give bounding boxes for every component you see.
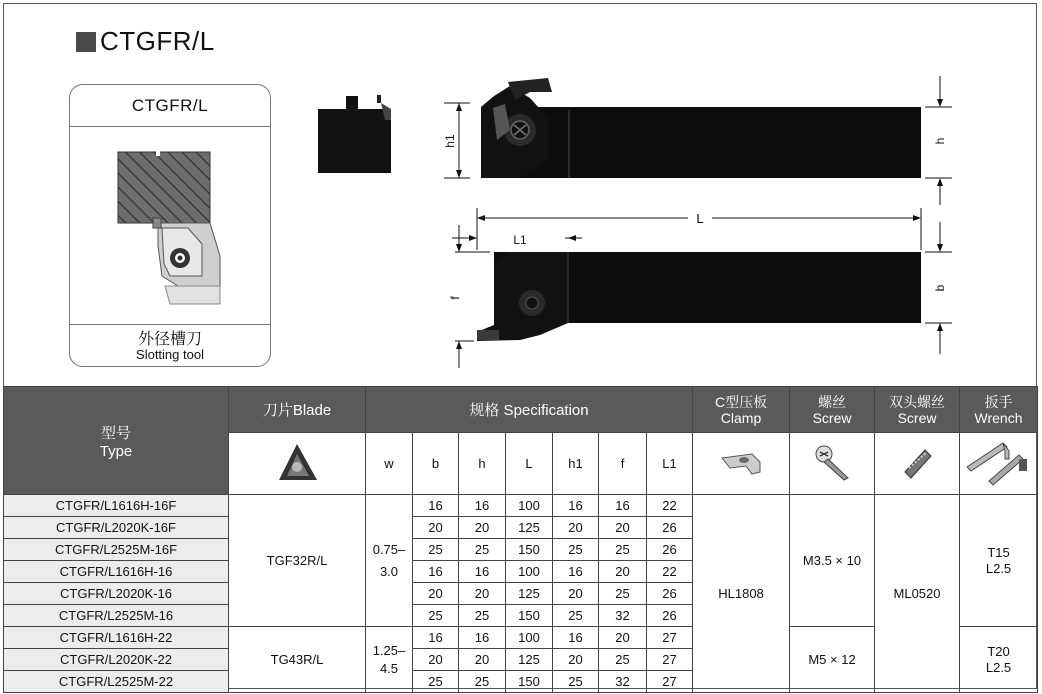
h1-cell: 20 [553,649,599,671]
L-cell: 150 [506,671,553,693]
spec-header: 规格 Specification [366,387,693,433]
double-screw-cell: ML0520 [875,495,960,693]
type-cell: CTGFR/L1616H-16F [4,495,229,517]
col-L: L [506,433,553,495]
type-cell: CTGFR/L2020K-16 [4,583,229,605]
screw-image-cell [790,433,875,495]
b-cell: 20 [413,517,459,539]
side-view-drawing [477,252,921,341]
f-cell: 20 [599,627,647,649]
type-cell: CTGFR/L2020K-22 [4,649,229,671]
L1-cell: 22 [647,561,693,583]
w-cell: 1.25– 4.5 [366,627,413,693]
wrench-header: 扳手 Wrench [960,387,1038,433]
b-cell: 25 [413,671,459,693]
dim-h1-label: h1 [443,134,457,148]
h1-cell: 20 [553,517,599,539]
h-cell: 16 [459,627,506,649]
dim-b-label: b [933,284,947,292]
h1-cell: 20 [553,583,599,605]
dim-h-label: h [933,137,947,145]
L-cell: 100 [506,561,553,583]
clamp-header: C型压板 Clamp [693,387,790,433]
top-view-drawing [481,78,921,178]
f-cell: 25 [599,649,647,671]
L1-cell: 27 [647,649,693,671]
h1-cell: 16 [553,495,599,517]
type-cell: CTGFR/L2525M-16F [4,539,229,561]
double-screw-header: 双头螺丝 Screw [875,387,960,433]
h1-cell: 25 [553,671,599,693]
blade-image-cell [229,433,366,495]
type-cell: CTGFR/L2525M-16 [4,605,229,627]
type-cell: CTGFR/L2525M-22 [4,671,229,693]
h1-cell: 25 [553,539,599,561]
b-cell: 16 [413,495,459,517]
L-cell: 125 [506,649,553,671]
L1-cell: 26 [647,605,693,627]
col-h: h [459,433,506,495]
f-cell: 16 [599,495,647,517]
L1-cell: 26 [647,517,693,539]
col-f: f [599,433,647,495]
clamp-image-cell [693,433,790,495]
L-cell: 100 [506,495,553,517]
end-view-drawing [318,95,391,173]
screw-header: 螺丝 Screw [790,387,875,433]
b-cell: 25 [413,605,459,627]
L-cell: 125 [506,583,553,605]
L1-cell: 26 [647,583,693,605]
type-cell: CTGFR/L1616H-22 [4,627,229,649]
blade-header: 刀片Blade [229,387,366,433]
screw-cell: M3.5 × 10 [790,495,875,627]
double-screw-image-cell [875,433,960,495]
b-cell: 16 [413,627,459,649]
col-b: b [413,433,459,495]
f-cell: 32 [599,671,647,693]
card-name-en: Slotting tool [136,347,204,362]
dim-L-label: L [696,211,704,226]
f-cell: 20 [599,517,647,539]
dim-L1-label: L1 [513,233,527,247]
type-header: 型号 Type [4,387,229,495]
h1-cell: 16 [553,561,599,583]
col-w: w [366,433,413,495]
h1-cell: 16 [553,627,599,649]
L1-cell: 27 [647,627,693,649]
col-h1: h1 [553,433,599,495]
card-title: CTGFR/L [70,85,270,127]
wrench-cell: T20 L2.5 [960,627,1038,693]
wrench-icon [963,437,1035,487]
screw-icon [810,442,854,482]
f-cell: 25 [599,583,647,605]
h-cell: 25 [459,539,506,561]
blade-insert-icon [267,440,327,484]
blade-cell: TGF32R/L [229,495,366,627]
double-screw-icon [895,442,939,482]
L1-cell: 22 [647,495,693,517]
b-cell: 20 [413,649,459,671]
header-row [4,387,1038,433]
h-cell: 20 [459,583,506,605]
col-L1: L1 [647,433,693,495]
L1-cell: 26 [647,539,693,561]
type-cell: CTGFR/L2020K-16F [4,517,229,539]
screw-cell: M5 × 12 [790,627,875,693]
f-cell: 32 [599,605,647,627]
w-cell: 0.75– 3.0 [366,495,413,627]
f-cell: 20 [599,561,647,583]
h-cell: 25 [459,605,506,627]
blade-cell: TG43R/L [229,627,366,693]
b-cell: 20 [413,583,459,605]
h-cell: 16 [459,495,506,517]
L-cell: 100 [506,627,553,649]
L-cell: 150 [506,539,553,561]
card-name-cn: 外径槽刀 [137,331,202,348]
clamp-icon [716,444,766,480]
L-cell: 150 [506,605,553,627]
b-cell: 16 [413,561,459,583]
table-row [4,495,1038,517]
h-cell: 25 [459,671,506,693]
h-cell: 16 [459,561,506,583]
h1-cell: 25 [553,605,599,627]
L1-cell: 27 [647,671,693,693]
product-title: CTGFR/L [76,26,215,57]
wrench-cell: T15 L2.5 [960,495,1038,627]
b-cell: 25 [413,539,459,561]
dim-f-label: f [448,296,462,300]
clamp-cell: HL1808 [693,495,790,693]
L-cell: 125 [506,517,553,539]
wrench-image-cell [960,433,1038,495]
specification-table [3,386,1038,693]
h-cell: 20 [459,649,506,671]
h-cell: 20 [459,517,506,539]
f-cell: 25 [599,539,647,561]
type-cell: CTGFR/L1616H-16 [4,561,229,583]
